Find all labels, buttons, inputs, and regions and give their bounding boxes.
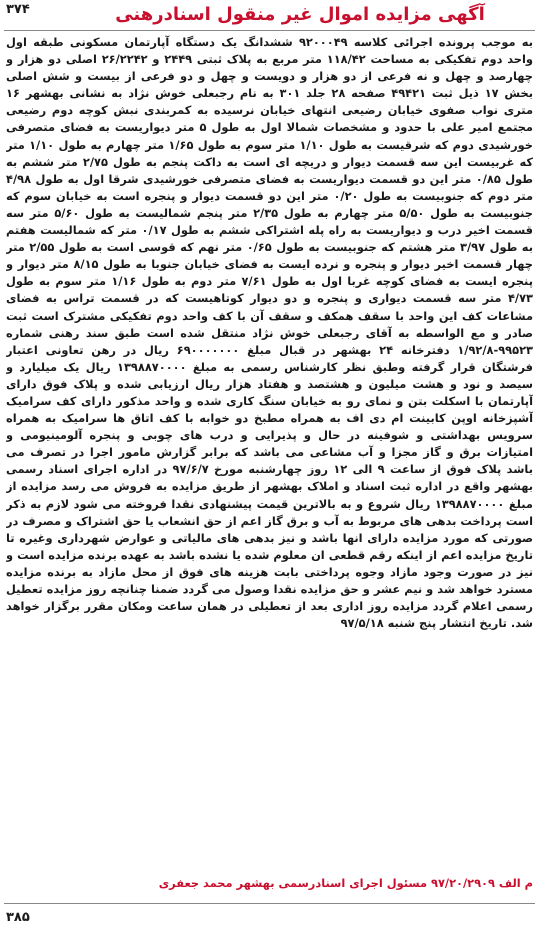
page-number-top: ۳۷۴	[6, 2, 30, 17]
bottom-divider	[4, 903, 535, 904]
notice-body: به موجب پرونده اجرائی کلاسه ۹۲۰۰۰۴۹ ششدانگ یک دستگاه آپارتمان مسکونی طبقه اول واحد دوم تفکیکی به مساحت ۱۱۸/۴۲ متر مربع به پلاک ثبتی ۲۴۴۹ و ۲۶/۲۲۴۲ اصلی دو هزار و چهارصد و چهل و نه فرعی از دو هزار و دویست و چهل و دو فرعی از بیست و شش اصلی بخش ۱۷ ذیل ثبت ۴۹۴۲۱ صفحه ۲۸ جلد ۳۰۱ به نام رجبعلی خوش نژاد به نشانی بهشهر ۱۶ متری نواب صفوی خیابان رضیعی انتهای خیابان نرسیده به کمربندی نبش کوچه دوم رضیعی مجتمع امیر علی با حدود و مشخصات شمالا اول به طول ۵ متر دیواریست به فضای متصرفی خورشیدی دوم که شرقیست به طول ۱/۱۰ متر سوم به طول ۱/۶۵ متر چهارم به طول ۱/۱۰ متر که غربیست این سه قسمت دیوار و دریچه ای است به داکت پنجم به طول ۲/۷۵ متر ششم به طول ۰/۸۵ متر این دو قسمت دیواریست به فضای متصرفی خورشیدی شرقا اول به طول ۴/۹۸ متر دوم که جنوبیست به طول ۰/۲۰ متر این دو قسمت دیوار و پنجره است به خیابان سوم که جنوبیست به طول ۵/۵۰ متر چهارم به طول ۲/۳۵ متر پنجم شمالیست به طول ۵/۶۰ متر سه قسمت اخیر درب و دیواریست به راه پله اشتراکی ششم به طول ۰/۱۷ متر که شمالیست هفتم به طول ۳/۹۷ متر هشتم که جنوبیست به طول ۰/۶۵ متر نهم که قوسی است به طول ۲/۵۵ متر چهار قسمت اخیر دیوار و پنجره و نرده ایست به فضای خیابان جنوبا به طول ۸/۱۵ متر دیوار و پنجره ایست به فضای کوچه غربا اول به طول ۷/۶۱ متر دوم به طول ۱/۱۶ متر سوم به طول ۴/۷۳ متر سه قسمت دیواری و پنجره و دو دیوار کوتاهیست که در قسمت تراس به فضای مشاعات کف این واحد با سقف همکف و سقف آن با کف واحد دوم تفکیکی مشترک است ثبت صادر و مع الواسطه به آقای رجبعلی خوش نژاد منتقل شده است طبق سند رهنی شماره ۹۹۵۲۳-۱/۹۲/۸ دفترخانه ۲۴ بهشهر در قبال مبلغ ۶۹۰۰۰۰۰۰۰ ریال در رهن تعاونی اعتبار فرشتگان قرار گرفته وطبق نظر کارشناس رسمی به مبلغ ۱۳۹۸۸۷۰۰۰۰ ریال یک میلیارد و سیصد و نود و هشت میلیون و هشتصد و هفتاد هزار ریال ارزیابی شده و پلاک فوق دارای آپارتمان با اسکلت بتن و نمای رو به خیابان سنگ کاری شده و واحد مذکور دارای کف سرامیک آشپزخانه اوپن کابینت ام دی اف به همراه مطبخ دو خوابه با کف اتاق ها سرامیک به همراه سرویس بهداشتی و شوفینه در حال و پذیرایی و درب های چوبی و پنجره آلومینیومی و امتیازات برق و گاز مجزا و آب مشاعی می باشد که برابر گزارش مامور اجرا در تصرف می باشد پلاک فوق از ساعت ۹ الی ۱۲ روز چهارشنبه مورخ ۹۷/۶/۷ در اداره اجرای اسناد رسمی بهشهر واقع در اداره ثبت اسناد و املاک بهشهر از طریق مزایده به فروش می رسد مزایده از مبلغ ۱۳۹۸۸۷۰۰۰۰ ریال شروع و به بالاترین قیمت پیشنهادی نقدا فروخته می شود لازم به ذکر است پرداخت بدهی های مربوط به آب و برق گاز اعم از حق انشعاب یا حق اشتراک و مصرف در صورتی که مورد مزایده دارای انها باشد و نیز بدهی های مالیاتی و عوارض شهرداری وغیره تا تاریخ مزایده اعم از اینکه رقم قطعی ان معلوم شده یا نشده باشد به عهده برنده مزایده است و نیز در صورت وجود مازاد وجوه پرداختی بابت هزینه های فوق از محل مازاد به برنده مزایده مسترد خواهد شد و نیم عشر و حق مزایده نقدا وصول می گردد ضمنا چنانچه روز مزایده تعطیل رسمی اعلام گردد مزایده روز اداری بعد از تعطیلی در همان ساعت ومکان مقرر برگزار خواهد شد. تاریخ انتشار پنج شنبه ۹۷/۵/۱۸	[6, 35, 533, 631]
notice-title: آگهی مزایده اموال غیر منقول اسنادرهنی	[115, 4, 485, 25]
notice-signature: م الف ۹۷/۲۰/۲۹۰۹ مسئول اجرای اسنادرسمی بهشهر محمد جعفری	[158, 876, 533, 890]
title-divider	[4, 30, 535, 31]
page-number-bottom: ۳۸۵	[6, 910, 30, 925]
